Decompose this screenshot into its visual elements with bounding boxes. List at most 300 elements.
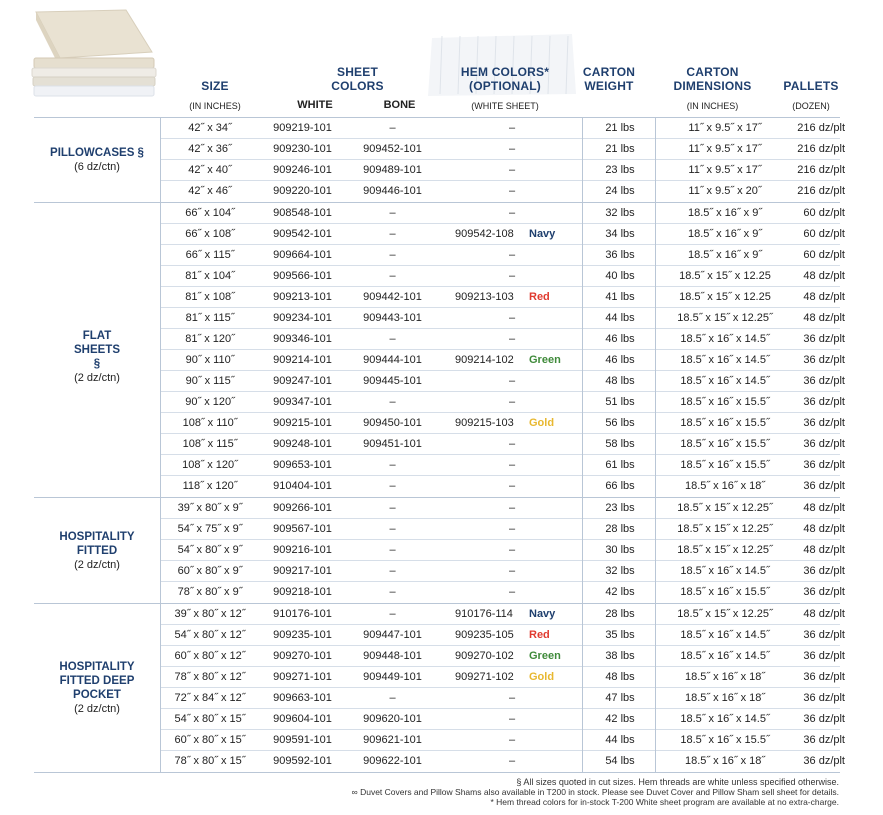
group-divider: [160, 498, 161, 603]
hem-code: 909270-102: [455, 650, 514, 662]
white-code-cell: 909271-101: [273, 671, 332, 683]
size-cell: 78˝ x 80˝ x 12˝: [174, 671, 246, 683]
carton-weight-cell: 23 lbs: [605, 164, 635, 176]
bone-code-cell: –: [389, 565, 396, 577]
bone-code-cell: –: [389, 544, 396, 556]
size-cell: 118˝ x 120˝: [182, 480, 238, 492]
carton-weight-cell: 54 lbs: [605, 755, 635, 767]
carton-dimensions-cell: 18.5˝ x 16˝ x 15.5˝: [680, 459, 770, 471]
hem-color-cell: –: [508, 523, 516, 535]
white-code-cell: 910404-101: [273, 480, 332, 492]
table-row: [160, 203, 845, 224]
hem-color-cell: –: [508, 565, 516, 577]
table-row: [160, 371, 845, 392]
white-code-cell: 909591-101: [273, 734, 332, 746]
white-code-cell: 909219-101: [273, 122, 332, 134]
pallets-cell: 36 dz/plt: [803, 396, 845, 408]
white-code-cell: 909214-101: [273, 354, 332, 366]
hem-color-cell: –: [508, 544, 516, 556]
carton-weight-cell: 51 lbs: [605, 396, 635, 408]
hem-code: 909214-102: [455, 354, 514, 366]
hem-color-cell: [442, 354, 582, 366]
size-cell: 54˝ x 75˝ x 9˝: [177, 523, 243, 535]
pallets-cell: 36 dz/plt: [803, 650, 845, 662]
folded-sheets-image: [30, 8, 158, 103]
hem-color-cell: [442, 228, 582, 240]
table-row: [160, 266, 845, 287]
group-label: [34, 329, 160, 385]
footnotes: [352, 777, 839, 807]
pallets-cell: 36 dz/plt: [803, 755, 845, 767]
subheader-size-units: (IN INCHES): [189, 101, 241, 111]
carton-dimensions-cell: 11˝ x 9.5˝ x 17˝: [688, 143, 762, 155]
size-cell: 42˝ x 36˝: [188, 143, 232, 155]
carton-dimensions-cell: 18.5˝ x 15˝ x 12.25˝: [677, 312, 773, 324]
white-code-cell: 909217-101: [273, 565, 332, 577]
white-code-cell: 909663-101: [273, 692, 332, 704]
carton-dimensions-cell: 18.5˝ x 16˝ x 15.5˝: [680, 586, 770, 598]
carton-dimensions-cell: 11˝ x 9.5˝ x 17˝: [688, 164, 762, 176]
group-name: HOSPITALITY FITTED DEEP POCKET: [59, 661, 135, 701]
size-cell: 81˝ x 120˝: [185, 333, 235, 345]
pallets-cell: 36 dz/plt: [803, 671, 845, 683]
table-row: [160, 413, 845, 434]
carton-dimensions-cell: 18.5˝ x 16˝ x 18˝: [684, 692, 766, 704]
table-row: [160, 709, 845, 730]
size-cell: 42˝ x 40˝: [188, 164, 232, 176]
bone-code-cell: –: [389, 270, 396, 282]
bone-code-cell: –: [389, 228, 396, 240]
size-cell: 90˝ x 120˝: [185, 396, 235, 408]
carton-weight-cell: 58 lbs: [605, 438, 635, 450]
white-code-cell: 909235-101: [273, 629, 332, 641]
carton-weight-cell: 36 lbs: [605, 249, 635, 261]
column-divider: [582, 118, 583, 202]
carton-dimensions-cell: 18.5˝ x 15˝ x 12.25˝: [677, 523, 773, 535]
bone-code-cell: –: [389, 122, 396, 134]
pallets-cell: 36 dz/plt: [803, 586, 845, 598]
bone-code-cell: 909451-101: [363, 438, 422, 450]
hem-color-cell: –: [508, 207, 516, 219]
bone-code-cell: 909620-101: [363, 713, 422, 725]
table-row: [160, 392, 845, 413]
hem-color-cell: –: [508, 734, 516, 746]
white-code-cell: 910176-101: [273, 608, 332, 620]
pallets-cell: 36 dz/plt: [803, 375, 845, 387]
white-code-cell: 909215-101: [273, 417, 332, 429]
size-cell: 60˝ x 80˝ x 15˝: [174, 734, 246, 746]
table-row: [160, 139, 845, 160]
size-cell: 81˝ x 108˝: [185, 291, 235, 303]
carton-dimensions-cell: 18.5˝ x 16˝ x 9˝: [688, 249, 762, 261]
hem-color-cell: –: [508, 122, 516, 134]
bone-code-cell: 909452-101: [363, 143, 422, 155]
table-row: [160, 224, 845, 245]
bone-code-cell: –: [389, 396, 396, 408]
carton-dimensions-cell: 18.5˝ x 15˝ x 12.25˝: [677, 608, 773, 620]
table-row: [160, 604, 845, 625]
group-label: [34, 146, 160, 174]
carton-weight-cell: 24 lbs: [605, 185, 635, 197]
carton-dimensions-cell: 11˝ x 9.5˝ x 20˝: [688, 185, 762, 197]
hem-color-cell: [442, 608, 582, 620]
carton-weight-cell: 28 lbs: [605, 608, 635, 620]
hem-color-cell: –: [508, 185, 516, 197]
bone-code-cell: –: [389, 523, 396, 535]
hem-color-cell: –: [508, 375, 516, 387]
carton-weight-cell: 44 lbs: [605, 312, 635, 324]
group-carton-count: (6 dz/ctn): [74, 161, 120, 173]
hem-color-cell: [442, 291, 582, 303]
group-carton-count: (2 dz/ctn): [74, 558, 120, 571]
bone-code-cell: –: [389, 608, 396, 620]
bone-code-cell: 909449-101: [363, 671, 422, 683]
size-cell: 42˝ x 46˝: [188, 185, 232, 197]
group-name: FLAT SHEETS §: [73, 330, 120, 370]
bone-code-cell: 909622-101: [363, 755, 422, 767]
group-name: PILLOWCASES §: [50, 147, 144, 159]
carton-weight-cell: 44 lbs: [605, 734, 635, 746]
carton-dimensions-cell: 18.5˝ x 15˝ x 12.25˝: [677, 502, 773, 514]
table-row: [160, 350, 845, 371]
table-row: [160, 329, 845, 350]
carton-dimensions-cell: 18.5˝ x 16˝ x 9˝: [688, 207, 762, 219]
subheader-white: WHITE: [297, 99, 333, 111]
bone-code-cell: –: [389, 207, 396, 219]
carton-weight-cell: 42 lbs: [605, 713, 635, 725]
white-code-cell: 909604-101: [273, 713, 332, 725]
hem-color-cell: –: [508, 270, 516, 282]
hem-color-cell: [442, 671, 582, 683]
hem-code: 909213-103: [455, 291, 514, 303]
carton-dimensions-cell: 18.5˝ x 16˝ x 14.5˝: [680, 629, 770, 641]
table-row: [160, 160, 845, 181]
header-carton-weight: CARTON WEIGHT: [582, 65, 636, 93]
size-cell: 108˝ x 110˝: [182, 417, 238, 429]
carton-weight-cell: 38 lbs: [605, 650, 635, 662]
pallets-cell: 36 dz/plt: [803, 629, 845, 641]
size-cell: 60˝ x 80˝ x 12˝: [174, 650, 246, 662]
carton-weight-cell: 30 lbs: [605, 544, 635, 556]
hem-color-name: Green: [529, 650, 561, 662]
bone-code-cell: 909445-101: [363, 375, 422, 387]
hem-color-name: Navy: [529, 608, 556, 620]
column-divider: [655, 498, 656, 603]
bone-code-cell: 909450-101: [363, 417, 422, 429]
carton-weight-cell: 41 lbs: [605, 291, 635, 303]
white-code-cell: 909566-101: [273, 270, 332, 282]
size-cell: 54˝ x 80˝ x 12˝: [174, 629, 246, 641]
header-size: SIZE: [201, 79, 229, 93]
hem-color-cell: –: [508, 333, 516, 345]
hem-color-name: Red: [529, 291, 550, 303]
header-sheet-colors: SHEET COLORS: [331, 65, 384, 93]
size-cell: 81˝ x 115˝: [185, 312, 235, 324]
table-row: [160, 287, 845, 308]
group-carton-count: (2 dz/ctn): [74, 372, 120, 384]
hem-color-name: Gold: [529, 671, 555, 683]
white-code-cell: 908548-101: [273, 207, 332, 219]
header-hem-colors: [440, 65, 570, 93]
pallets-cell: 60 dz/plt: [803, 228, 845, 240]
pallets-cell: 36 dz/plt: [803, 438, 845, 450]
column-divider: [582, 498, 583, 603]
pallets-cell: 216 dz/plt: [797, 185, 845, 197]
carton-dimensions-cell: 18.5˝ x 16˝ x 14.5˝: [680, 333, 770, 345]
column-divider: [655, 604, 656, 772]
bone-code-cell: –: [389, 333, 396, 345]
carton-dimensions-cell: 18.5˝ x 16˝ x 14.5˝: [680, 565, 770, 577]
pallets-cell: 36 dz/plt: [803, 333, 845, 345]
hem-code: 910176-114: [455, 608, 513, 620]
hem-color-cell: –: [508, 459, 516, 471]
carton-weight-cell: 34 lbs: [605, 228, 635, 240]
table-row: [160, 519, 845, 540]
white-code-cell: 909347-101: [273, 396, 332, 408]
size-cell: 39˝ x 80˝ x 12˝: [174, 608, 246, 620]
carton-weight-cell: 40 lbs: [605, 270, 635, 282]
size-cell: 81˝ x 104˝: [185, 270, 235, 282]
carton-dimensions-cell: 18.5˝ x 15˝ x 12.25: [679, 270, 771, 282]
hem-color-name: Red: [529, 629, 550, 641]
white-code-cell: 909230-101: [273, 143, 332, 155]
table-row: [160, 476, 845, 497]
size-cell: 108˝ x 120˝: [182, 459, 238, 471]
white-code-cell: 909346-101: [273, 333, 332, 345]
pallets-cell: 48 dz/plt: [803, 291, 845, 303]
size-cell: 60˝ x 80˝ x 9˝: [177, 565, 243, 577]
size-cell: 78˝ x 80˝ x 9˝: [177, 586, 243, 598]
hem-color-cell: –: [508, 249, 516, 261]
carton-dimensions-cell: 18.5˝ x 16˝ x 15.5˝: [680, 438, 770, 450]
carton-weight-cell: 48 lbs: [605, 671, 635, 683]
carton-dimensions-cell: 18.5˝ x 16˝ x 18˝: [684, 671, 766, 683]
carton-weight-cell: 28 lbs: [605, 523, 635, 535]
table-row: [160, 625, 845, 646]
pallets-cell: 36 dz/plt: [803, 354, 845, 366]
pallets-cell: 216 dz/plt: [797, 164, 845, 176]
carton-weight-cell: 46 lbs: [605, 354, 635, 366]
white-code-cell: 909213-101: [273, 291, 332, 303]
bone-code-cell: 909446-101: [363, 185, 422, 197]
hem-color-cell: –: [508, 586, 516, 598]
carton-dimensions-cell: 18.5˝ x 16˝ x 15.5˝: [680, 417, 770, 429]
hem-color-cell: –: [508, 713, 516, 725]
subheader-hem-white-sheet: (WHITE SHEET): [471, 101, 539, 111]
size-cell: 42˝ x 34˝: [188, 122, 232, 134]
size-cell: 90˝ x 115˝: [185, 375, 235, 387]
white-code-cell: 909220-101: [273, 185, 332, 197]
hem-code: 909542-108: [455, 228, 514, 240]
size-cell: 66˝ x 115˝: [185, 249, 235, 261]
bone-code-cell: 909448-101: [363, 650, 422, 662]
carton-dimensions-cell: 18.5˝ x 15˝ x 12.25˝: [677, 544, 773, 556]
bone-code-cell: 909443-101: [363, 312, 422, 324]
bone-code-cell: –: [389, 586, 396, 598]
carton-dimensions-cell: 18.5˝ x 16˝ x 15.5˝: [680, 734, 770, 746]
table-row: [160, 582, 845, 603]
hem-color-cell: [442, 629, 582, 641]
table-row: [160, 181, 845, 202]
header-hem-colors-optional: (OPTIONAL): [469, 79, 541, 93]
group-carton-count: (2 dz/ctn): [74, 703, 120, 715]
size-cell: 54˝ x 80˝ x 15˝: [174, 713, 246, 725]
hem-color-cell: –: [508, 396, 516, 408]
size-cell: 54˝ x 80˝ x 9˝: [177, 544, 243, 556]
size-cell: 72˝ x 84˝ x 12˝: [174, 692, 246, 704]
bone-code-cell: 909489-101: [363, 164, 422, 176]
carton-weight-cell: 23 lbs: [605, 502, 635, 514]
size-cell: 66˝ x 108˝: [185, 228, 235, 240]
group-divider: [160, 118, 161, 202]
hem-code: 909271-102: [455, 671, 514, 683]
pallets-cell: 48 dz/plt: [803, 608, 845, 620]
pallets-cell: 36 dz/plt: [803, 734, 845, 746]
pallets-cell: 48 dz/plt: [803, 544, 845, 556]
table-row: [160, 561, 845, 582]
bone-code-cell: 909621-101: [363, 734, 422, 746]
size-cell: 78˝ x 80˝ x 15˝: [174, 755, 246, 767]
pallets-cell: 36 dz/plt: [803, 692, 845, 704]
hem-color-cell: [442, 650, 582, 662]
carton-weight-cell: 61 lbs: [605, 459, 635, 471]
carton-weight-cell: 21 lbs: [605, 143, 635, 155]
table-row: [160, 434, 845, 455]
pallets-cell: 36 dz/plt: [803, 713, 845, 725]
carton-dimensions-cell: 18.5˝ x 15˝ x 12.25: [679, 291, 771, 303]
group-divider: [160, 604, 161, 772]
bone-code-cell: –: [389, 459, 396, 471]
white-code-cell: 909270-101: [273, 650, 332, 662]
carton-dimensions-cell: 18.5˝ x 16˝ x 14.5˝: [680, 650, 770, 662]
white-code-cell: 909234-101: [273, 312, 332, 324]
column-divider: [582, 203, 583, 497]
table-row: [160, 751, 845, 772]
white-code-cell: 909266-101: [273, 502, 332, 514]
carton-weight-cell: 42 lbs: [605, 586, 635, 598]
bone-code-cell: 909447-101: [363, 629, 422, 641]
table-row: [160, 118, 845, 139]
table-row: [160, 667, 845, 688]
group-divider: [160, 203, 161, 497]
white-code-cell: 909247-101: [273, 375, 332, 387]
white-code-cell: 909248-101: [273, 438, 332, 450]
hem-color-cell: –: [508, 755, 516, 767]
bone-code-cell: –: [389, 692, 396, 704]
header-pallets: PALLETS: [783, 79, 839, 93]
carton-weight-cell: 35 lbs: [605, 629, 635, 641]
table-row: [160, 498, 845, 519]
bone-code-cell: –: [389, 502, 396, 514]
column-divider: [582, 604, 583, 772]
hem-color-cell: –: [508, 502, 516, 514]
group-label: [34, 530, 160, 572]
column-divider: [655, 203, 656, 497]
carton-dimensions-cell: 18.5˝ x 16˝ x 9˝: [688, 228, 762, 240]
size-cell: 39˝ x 80˝ x 9˝: [177, 502, 243, 514]
carton-weight-cell: 66 lbs: [605, 480, 635, 492]
table-row: [160, 308, 845, 329]
group-label: [34, 660, 160, 716]
white-code-cell: 909653-101: [273, 459, 332, 471]
pallets-cell: 48 dz/plt: [803, 270, 845, 282]
pallets-cell: 36 dz/plt: [803, 417, 845, 429]
white-code-cell: 909246-101: [273, 164, 332, 176]
table-row: [160, 646, 845, 667]
carton-dimensions-cell: 18.5˝ x 16˝ x 18˝: [684, 755, 766, 767]
hem-color-cell: [442, 417, 582, 429]
table-row: [160, 540, 845, 561]
size-cell: 108˝ x 115˝: [182, 438, 238, 450]
hem-color-cell: –: [508, 164, 516, 176]
hem-color-cell: –: [508, 438, 516, 450]
pallets-cell: 60 dz/plt: [803, 207, 845, 219]
pallets-cell: 216 dz/plt: [797, 122, 845, 134]
hem-color-name: Navy: [529, 228, 556, 240]
white-code-cell: 909592-101: [273, 755, 332, 767]
footnote-hem-thread: * Hem thread colors for in-stock T-200 White sheet program are available at no extra-charge.: [490, 797, 839, 807]
white-code-cell: 909216-101: [273, 544, 332, 556]
subheader-dimensions-units: (IN INCHES): [686, 101, 739, 111]
size-cell: 66˝ x 104˝: [185, 207, 235, 219]
pallets-cell: 48 dz/plt: [803, 312, 845, 324]
pallets-cell: 36 dz/plt: [803, 480, 845, 492]
subheader-bone: BONE: [383, 99, 416, 111]
table-row: [160, 455, 845, 476]
column-divider: [655, 118, 656, 202]
carton-weight-cell: 47 lbs: [605, 692, 635, 704]
size-cell: 90˝ x 110˝: [185, 354, 235, 366]
hem-color-cell: –: [508, 312, 516, 324]
carton-weight-cell: 32 lbs: [605, 565, 635, 577]
carton-weight-cell: 46 lbs: [605, 333, 635, 345]
carton-weight-cell: 56 lbs: [605, 417, 635, 429]
hem-code: 909215-103: [455, 417, 514, 429]
hem-color-cell: –: [508, 692, 516, 704]
carton-weight-cell: 48 lbs: [605, 375, 635, 387]
header-hem-colors-title: HEM COLORS*: [460, 65, 550, 79]
footnote-duvet: ∞ Duvet Covers and Pillow Shams also available in T200 in stock. Please see Duvet Cover and Pillow Sham sell sheet for details.: [351, 787, 839, 797]
pallets-cell: 216 dz/plt: [797, 143, 845, 155]
carton-dimensions-cell: 18.5˝ x 16˝ x 18˝: [684, 480, 766, 492]
table-row: [160, 245, 845, 266]
carton-dimensions-cell: 18.5˝ x 16˝ x 14.5˝: [680, 375, 770, 387]
pallets-cell: 36 dz/plt: [803, 459, 845, 471]
bone-code-cell: –: [389, 249, 396, 261]
white-code-cell: 909542-101: [273, 228, 332, 240]
hem-color-cell: –: [508, 480, 516, 492]
pallets-cell: 60 dz/plt: [803, 249, 845, 261]
bone-code-cell: 909444-101: [363, 354, 422, 366]
white-code-cell: 909218-101: [273, 586, 332, 598]
bone-code-cell: 909442-101: [363, 291, 422, 303]
table-row: [160, 688, 845, 709]
carton-weight-cell: 32 lbs: [605, 207, 635, 219]
carton-dimensions-cell: 18.5˝ x 16˝ x 14.5˝: [680, 713, 770, 725]
group-name: HOSPITALITY FITTED: [59, 530, 135, 557]
white-code-cell: 909567-101: [273, 523, 332, 535]
bone-code-cell: –: [389, 480, 396, 492]
carton-dimensions-cell: 11˝ x 9.5˝ x 17˝: [688, 122, 762, 134]
hem-color-name: Gold: [529, 417, 555, 429]
hem-color-name: Green: [529, 354, 561, 366]
group-bottom-divider: [34, 772, 840, 773]
carton-dimensions-cell: 18.5˝ x 16˝ x 15.5˝: [680, 396, 770, 408]
carton-weight-cell: 21 lbs: [605, 122, 635, 134]
pallets-cell: 48 dz/plt: [803, 502, 845, 514]
hem-color-cell: –: [508, 143, 516, 155]
hem-code: 909235-105: [455, 629, 514, 641]
